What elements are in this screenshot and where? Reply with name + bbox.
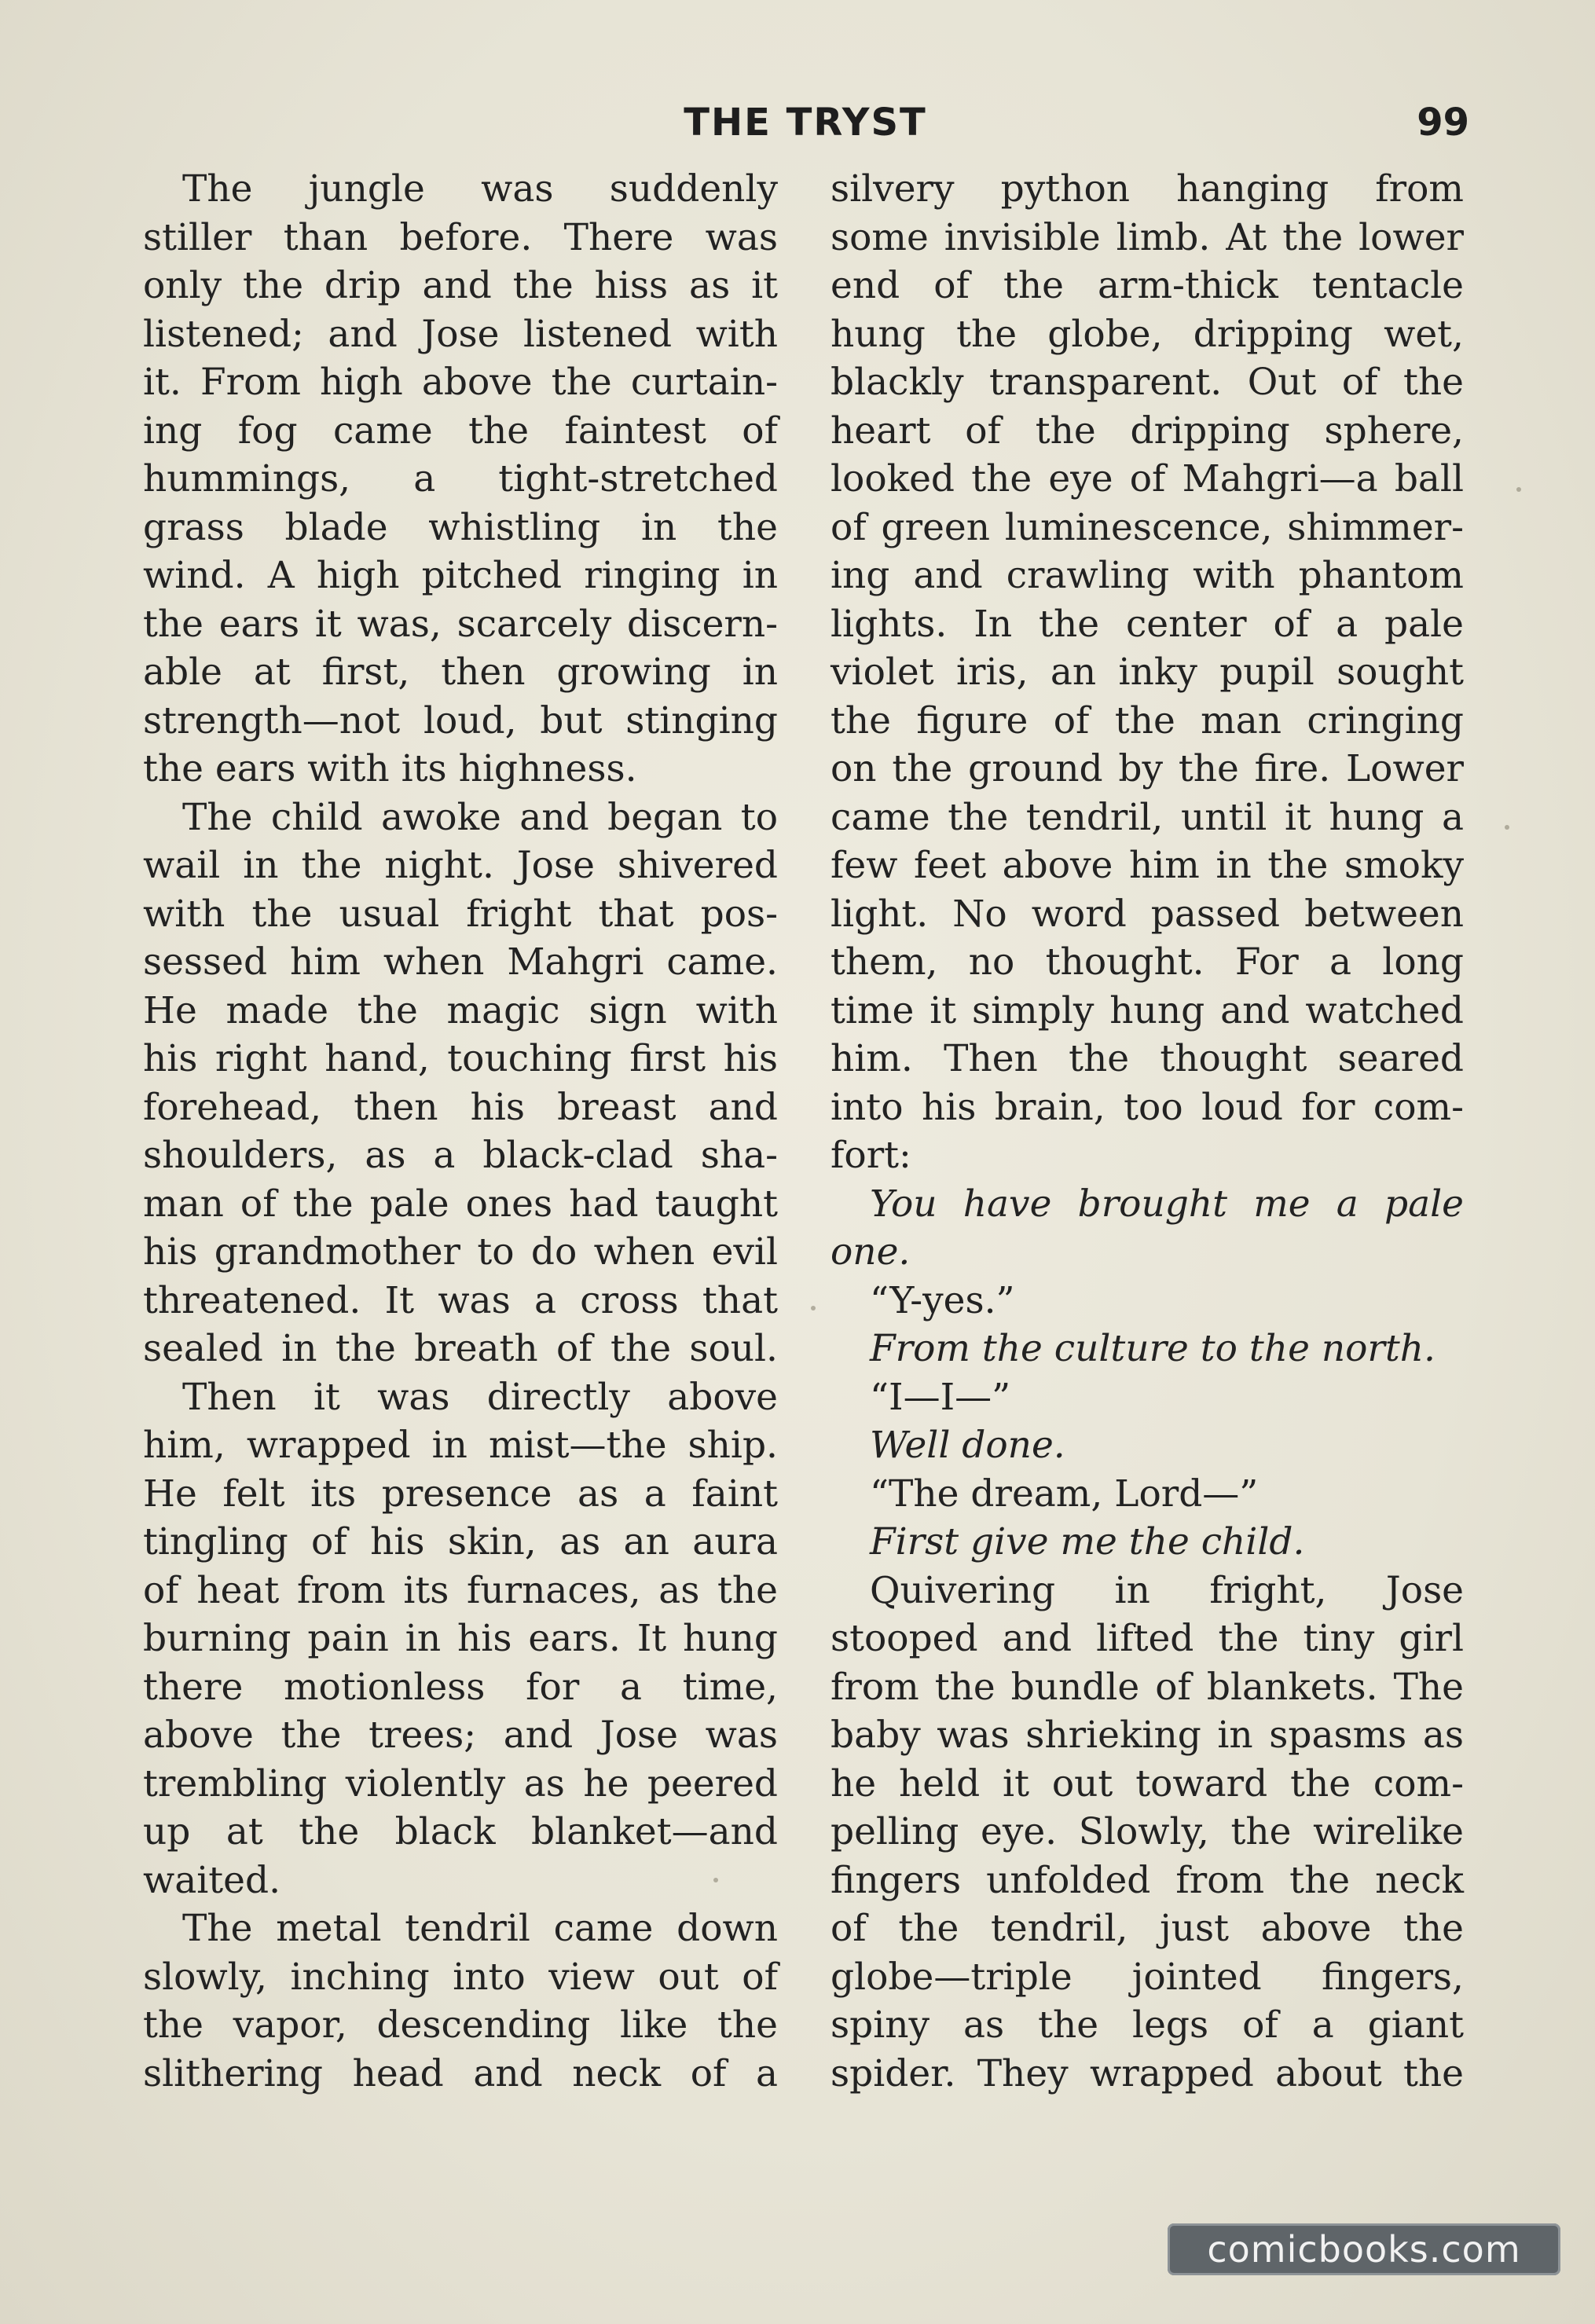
text-line: light. No word passed between (830, 892, 1464, 936)
text-line: strength—not loud, but stinging (143, 698, 778, 742)
paper-speck (811, 1306, 816, 1310)
text-line: it. From high above the curtain- (143, 361, 778, 404)
paper-speck (1505, 825, 1509, 830)
text-line: heart of the dripping sphere, (830, 409, 1464, 453)
text-column-right (830, 165, 1464, 2129)
text-line: wail in the night. Jose shivered (143, 844, 778, 887)
text-line: spider. They wrapped about the (830, 2051, 1464, 2095)
text-line: some invisible limb. At the lower (830, 215, 1464, 259)
watermark-logo: comicbooks.com (1168, 2223, 1560, 2275)
text-line: forehead, then his breast and (143, 1085, 778, 1129)
text-line: only the drip and the hiss as it (143, 264, 778, 307)
text-line: First give me the child. (870, 1520, 1305, 1563)
text-line: pelling eye. Slowly, the wirelike (830, 1810, 1464, 1853)
page-header (141, 101, 1469, 156)
text-line: trembling violently as he peered (143, 1761, 778, 1805)
text-line: The jungle was suddenly (182, 167, 778, 211)
text-line: stooped and lifted the tiny girl (830, 1617, 1464, 1660)
text-line: fingers unfolded from the neck (830, 1858, 1464, 1902)
text-line: “The dream, Lord—” (870, 1472, 1259, 1516)
text-line: of the tendril, just above the (830, 1907, 1464, 1950)
text-line: the figure of the man cringing (830, 698, 1464, 742)
text-line: grass blade whistling in the (143, 505, 778, 549)
text-line: he held it out toward the com- (830, 1761, 1464, 1805)
text-line: man of the pale ones had taught (143, 1182, 778, 1226)
text-line: with the usual fright that pos- (143, 892, 778, 936)
text-line: slowly, inching into view out of (143, 1955, 778, 1999)
text-line: He made the magic sign with (143, 988, 778, 1032)
text-line: From the culture to the north. (870, 1327, 1436, 1370)
text-line: Well done. (870, 1424, 1065, 1467)
text-line: few feet above him in the smoky (830, 844, 1464, 887)
text-column-left (143, 165, 778, 2129)
text-line: time it simply hung and watched (830, 988, 1464, 1032)
text-line: spiny as the legs of a giant (830, 2003, 1464, 2047)
text-line: Quivering in fright, Jose (870, 1568, 1464, 1612)
text-line: sealed in the breath of the soul. (143, 1327, 778, 1370)
text-line: “I—I—” (870, 1375, 1011, 1419)
text-line: sessed him when Mahgri came. (143, 940, 778, 984)
text-line: of green luminescence, shimmer- (830, 505, 1464, 549)
text-line: him. Then the thought seared (830, 1037, 1464, 1080)
text-line: slithering head and neck of a (143, 2051, 778, 2095)
text-line: waited. (143, 1858, 281, 1902)
text-line: him, wrapped in mist—the ship. (143, 1424, 778, 1467)
text-line: fort: (830, 1134, 911, 1177)
text-line: his right hand, touching first his (143, 1037, 778, 1080)
text-line: above the trees; and Jose was (143, 1714, 778, 1757)
text-line: lights. In the center of a pale (830, 602, 1464, 646)
text-line: end of the arm-thick tentacle (830, 264, 1464, 307)
text-line: threatened. It was a cross that (143, 1278, 778, 1322)
text-line: wind. A high pitched ringing in (143, 554, 778, 597)
text-line: the ears with its highness. (143, 747, 637, 790)
text-line: stiller than before. There was (143, 215, 778, 259)
text-line: “Y-yes.” (870, 1278, 1015, 1322)
text-line: his grandmother to do when evil (143, 1230, 778, 1274)
text-line: came the tendril, until it hung a (830, 795, 1464, 839)
text-line: The metal tendril came down (182, 1907, 778, 1950)
text-line: Then it was directly above (182, 1375, 778, 1419)
text-line: them, no thought. For a long (830, 940, 1464, 984)
text-line: globe—triple jointed fingers, (830, 1955, 1464, 1999)
text-line: one. (830, 1230, 911, 1274)
text-line: of heat from its furnaces, as the (143, 1568, 778, 1612)
text-line: ing and crawling with phantom (830, 554, 1464, 597)
text-line: hummings, a tight-stretched (143, 457, 778, 500)
text-line: baby was shrieking in spasms as (830, 1714, 1464, 1757)
text-line: He felt its presence as a faint (143, 1472, 778, 1516)
text-line: silvery python hanging from (830, 167, 1464, 211)
text-line: listened; and Jose listened with (143, 312, 778, 356)
text-line: looked the eye of Mahgri—a ball (830, 457, 1464, 500)
text-line: the vapor, descending like the (143, 2003, 778, 2047)
text-line: the ears it was, scarcely discern- (143, 602, 778, 646)
text-line: able at first, then growing in (143, 651, 778, 694)
text-line: ing fog came the faintest of (143, 409, 778, 453)
running-head: THE TRYST (684, 101, 927, 145)
paper-speck (1516, 487, 1521, 492)
text-line: blackly transparent. Out of the (830, 361, 1464, 404)
text-line: shoulders, as a black-clad sha- (143, 1134, 778, 1177)
text-line: there motionless for a time, (143, 1665, 778, 1709)
paper-speck (713, 1878, 718, 1882)
text-line: violet iris, an inky pupil sought (830, 651, 1464, 694)
text-line: up at the black blanket—and (143, 1810, 778, 1853)
page-number: 99 (1417, 101, 1469, 145)
text-line: on the ground by the fire. Lower (830, 747, 1464, 790)
text-line: hung the globe, dripping wet, (830, 312, 1464, 356)
text-line: into his brain, too loud for com- (830, 1085, 1464, 1129)
text-line: The child awoke and began to (182, 795, 778, 839)
text-line: burning pain in his ears. It hung (143, 1617, 778, 1660)
text-line: You have brought me a pale (870, 1182, 1464, 1226)
text-line: from the bundle of blankets. The (830, 1665, 1464, 1709)
text-line: tingling of his skin, as an aura (143, 1520, 778, 1563)
